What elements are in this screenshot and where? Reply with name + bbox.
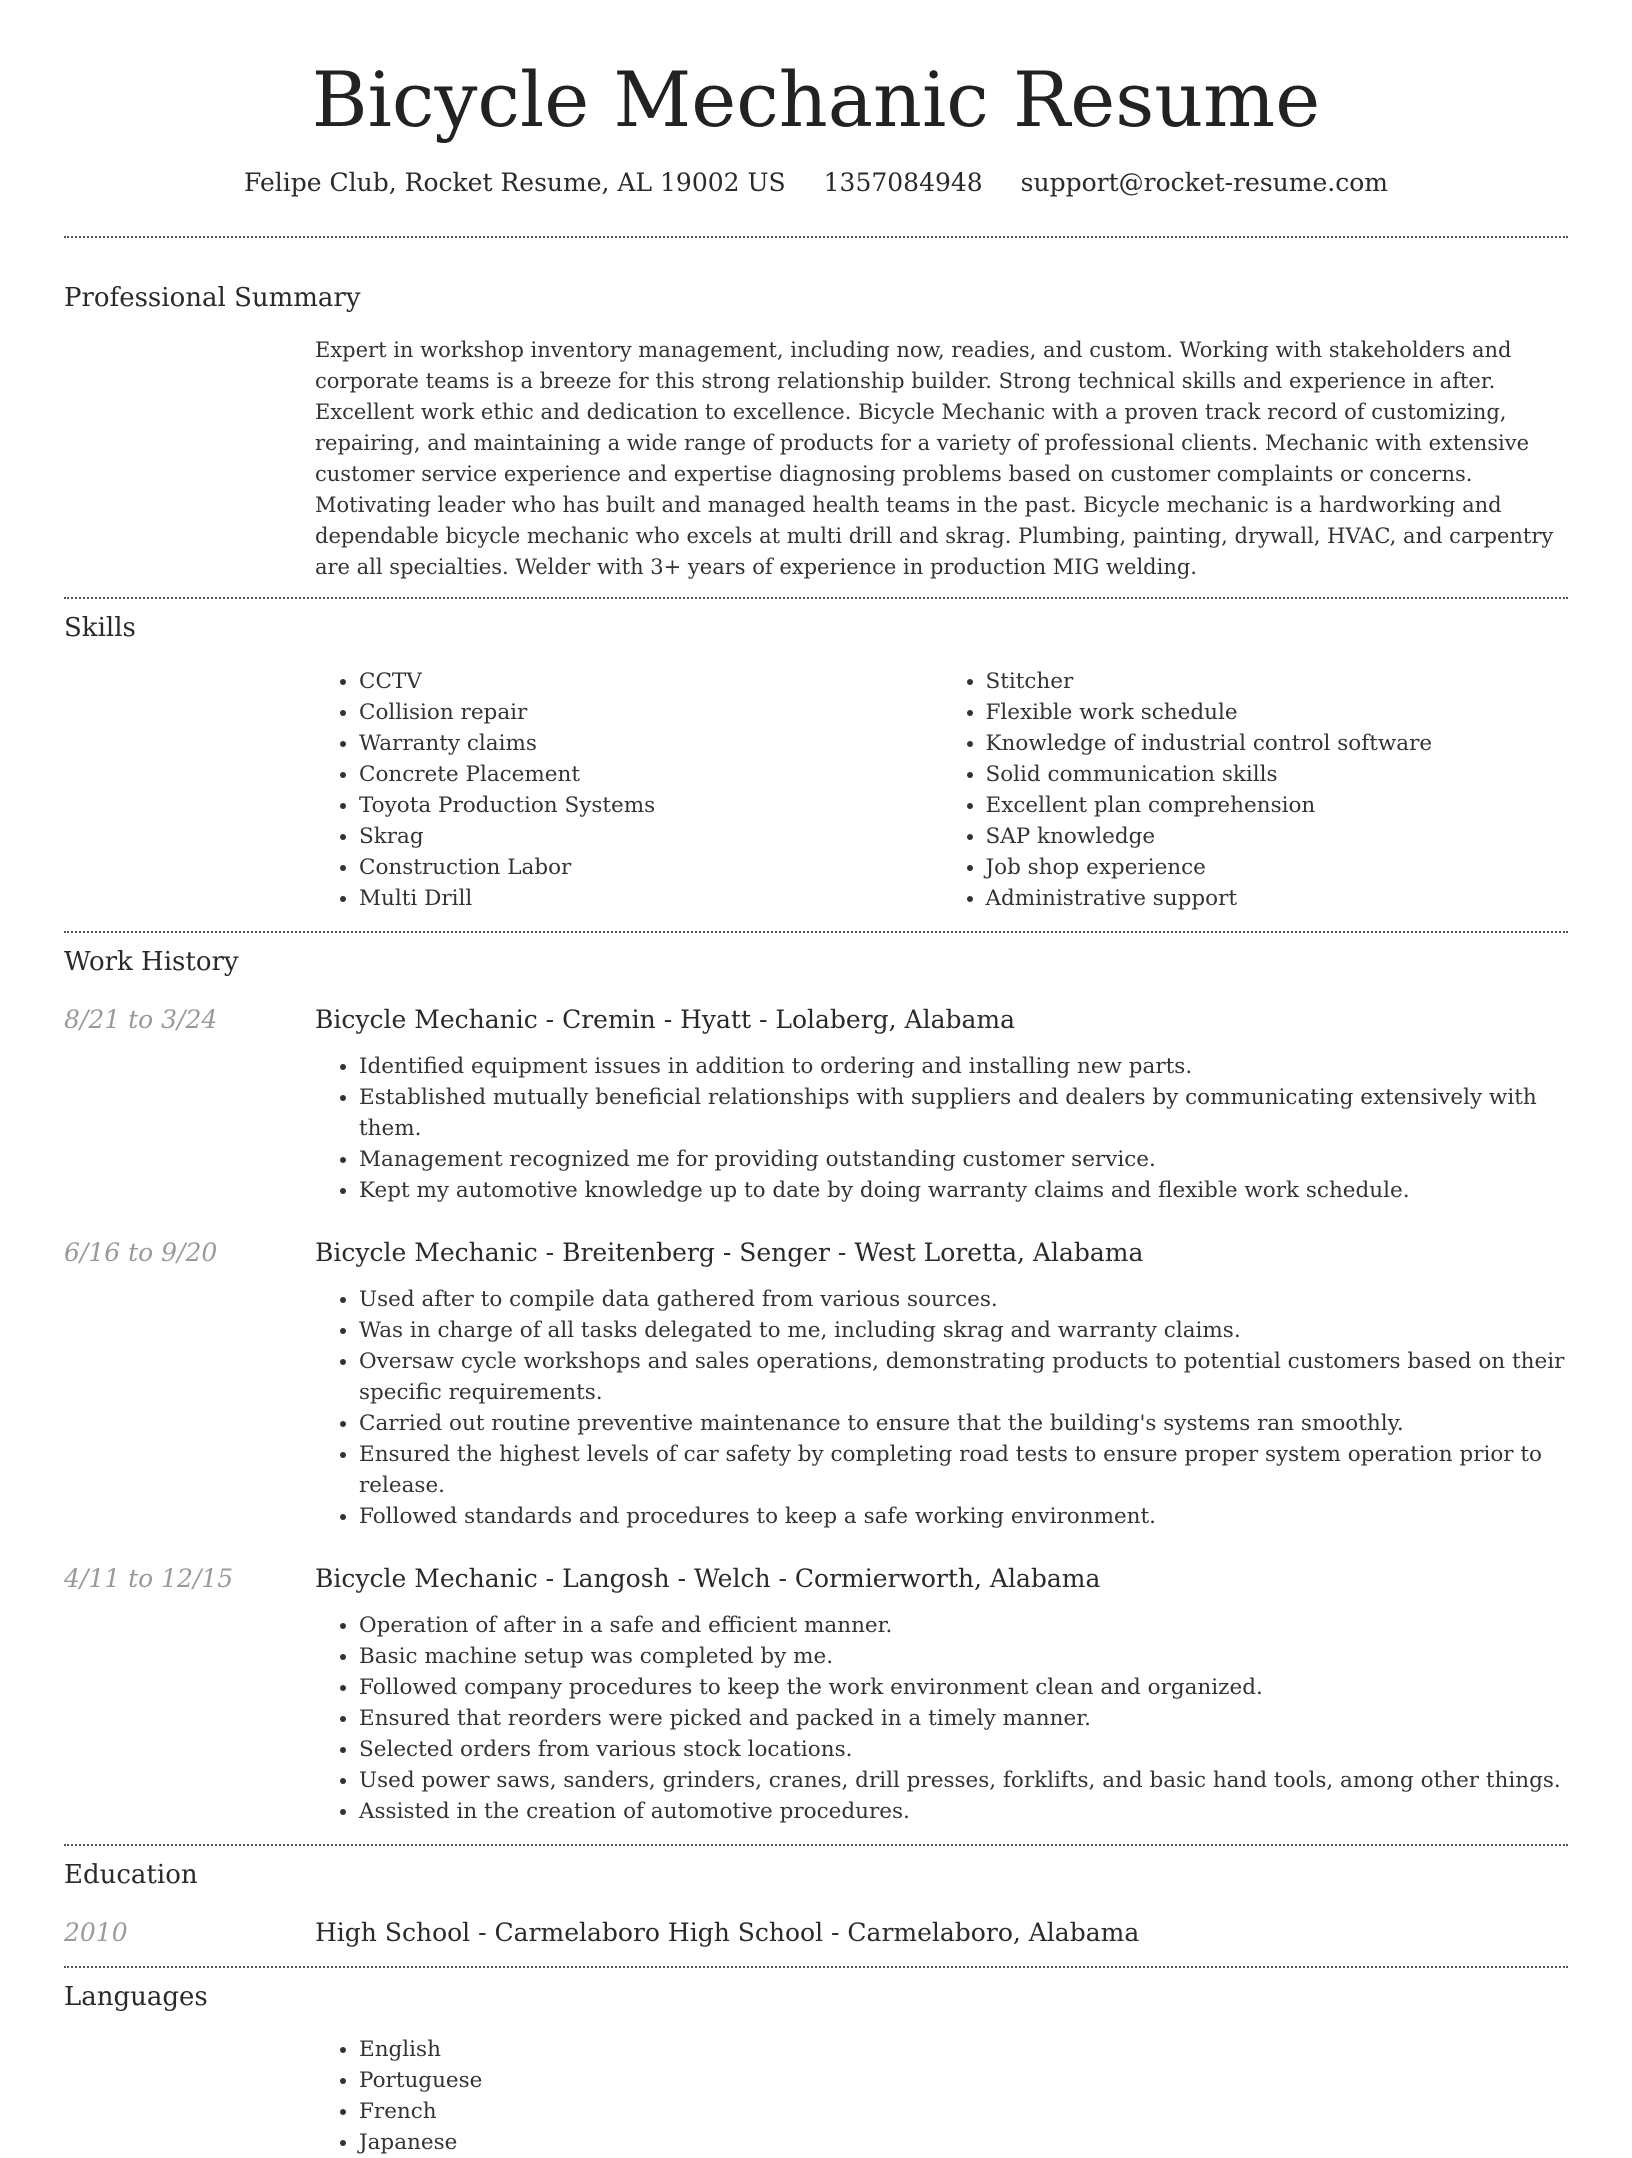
list-item: • Knowledge of industrial control software xyxy=(986,728,1569,759)
contact-address: Felipe Club, Rocket Resume, AL 19002 US xyxy=(244,168,786,197)
job-title: Bicycle Mechanic - Breitenberg - Senger - West Loretta, Alabama xyxy=(315,1238,1144,1267)
skills-section xyxy=(64,611,1568,914)
job-body xyxy=(315,1003,1568,1206)
list-item: • Basic machine setup was completed by me. xyxy=(359,1641,1561,1672)
summary-text: Expert in workshop inventory management, including now, readies, and custom. Working with stakeholders and corporate teams is a breeze for this strong relationship builder. Strong technical skills and experience in after. Excellent work ethic and dedication to excellence. Bicycle Mechanic with a proven track record of customizing, repairing, and maintaining a wide range of products for a variety of professional clients. Mechanic with extensive customer service experience and expertise diagnosing problems based on customer complaints or concerns. Motivating leader who has built and managed health teams in the past. Bicycle mechanic is a hardworking and dependable bicycle mechanic who excels at multi drill and skrag. Plumbing, painting, drywall, HVAC, and carpentry are all specialties. Welder with 3+ years of experience in production MIG welding. xyxy=(315,338,1554,579)
languages-body xyxy=(315,2034,1568,2158)
list-item: • Was in charge of all tasks delegated to me, including skrag and warranty claims. xyxy=(359,1315,1568,1346)
list-item: • Established mutually beneficial relationships with suppliers and dealers by communicating extensively with them. xyxy=(359,1082,1568,1144)
list-item: • Selected orders from various stock locations. xyxy=(359,1734,1561,1765)
page-title: Bicycle Mechanic Resume xyxy=(311,55,1321,144)
list-item: • Assisted in the creation of automotive procedures. xyxy=(359,1796,1561,1827)
list-item: • Job shop experience xyxy=(986,852,1569,883)
contact-line xyxy=(64,166,1568,200)
skills-list-left xyxy=(315,666,942,914)
job-entry xyxy=(64,1236,1568,1532)
education-section xyxy=(64,1858,1568,1950)
list-item: • Used power saws, sanders, grinders, cranes, drill presses, forklifts, and basic hand tools, among other things. xyxy=(359,1765,1561,1796)
list-item: • Portuguese xyxy=(359,2065,1568,2096)
work-section xyxy=(64,945,1568,1827)
summary-section xyxy=(64,281,1568,583)
skills-grid xyxy=(315,666,1568,914)
languages-section xyxy=(64,1980,1568,2158)
list-item: • Followed standards and procedures to keep a safe working environment. xyxy=(359,1501,1568,1532)
list-item: • Identified equipment issues in addition to ordering and installing new parts. xyxy=(359,1051,1568,1082)
divider xyxy=(64,931,1568,933)
list-item: • Multi Drill xyxy=(359,883,942,914)
job-title: Bicycle Mechanic - Langosh - Welch - Cormierworth, Alabama xyxy=(315,1564,1101,1593)
education-entry xyxy=(64,1916,1568,1950)
list-item: • Collision repair xyxy=(359,697,942,728)
job-bullets xyxy=(315,1610,1561,1827)
contact-phone: 1357084948 xyxy=(823,168,983,197)
languages-heading: Languages xyxy=(64,1982,208,2012)
education-heading: Education xyxy=(64,1860,198,1890)
list-item: • Management recognized me for providing outstanding customer service. xyxy=(359,1144,1568,1175)
contact-email: support@rocket-resume.com xyxy=(1020,168,1388,197)
list-item: • Administrative support xyxy=(986,883,1569,914)
education-date: 2010 xyxy=(64,1918,128,1947)
list-item: • French xyxy=(359,2096,1568,2127)
list-item: • Stitcher xyxy=(986,666,1569,697)
list-item: • Followed company procedures to keep the work environment clean and organized. xyxy=(359,1672,1561,1703)
job-title: Bicycle Mechanic - Cremin - Hyatt - Lolaberg, Alabama xyxy=(315,1005,1016,1034)
list-item: • Ensured the highest levels of car safety by completing road tests to ensure proper system operation prior to release. xyxy=(359,1439,1568,1501)
divider xyxy=(64,1844,1568,1846)
list-item: • Toyota Production Systems xyxy=(359,790,942,821)
work-heading: Work History xyxy=(64,947,239,977)
list-item: • Skrag xyxy=(359,821,942,852)
list-item: • Solid communication skills xyxy=(986,759,1569,790)
job-entry xyxy=(64,1003,1568,1206)
list-item: • English xyxy=(359,2034,1568,2065)
job-entry xyxy=(64,1562,1568,1827)
list-item: • Excellent plan comprehension xyxy=(986,790,1569,821)
divider xyxy=(64,1966,1568,1968)
list-item: • Oversaw cycle workshops and sales operations, demonstrating products to potential customers based on their specific requirements. xyxy=(359,1346,1568,1408)
list-item: • Concrete Placement xyxy=(359,759,942,790)
list-item: • Operation of after in a safe and efficient manner. xyxy=(359,1610,1561,1641)
job-date: 4/11 to 12/15 xyxy=(64,1564,234,1593)
summary-body xyxy=(315,335,1568,583)
divider xyxy=(64,236,1568,238)
job-bullets xyxy=(315,1284,1568,1532)
list-item: • Used after to compile data gathered from various sources. xyxy=(359,1284,1568,1315)
job-body xyxy=(315,1236,1568,1532)
list-item: • Warranty claims xyxy=(359,728,942,759)
education-title: High School - Carmelaboro High School - Carmelaboro, Alabama xyxy=(315,1918,1140,1947)
list-item: • SAP knowledge xyxy=(986,821,1569,852)
job-date: 8/21 to 3/24 xyxy=(64,1005,218,1034)
divider xyxy=(64,597,1568,599)
list-item: • Carried out routine preventive maintenance to ensure that the building's systems ran smoothly. xyxy=(359,1408,1568,1439)
resume-page xyxy=(64,0,1568,2158)
list-item: • Japanese xyxy=(359,2127,1568,2158)
list-item: • Construction Labor xyxy=(359,852,942,883)
job-date: 6/16 to 9/20 xyxy=(64,1238,218,1267)
summary-heading: Professional Summary xyxy=(64,283,361,313)
job-bullets xyxy=(315,1051,1568,1206)
list-item: • CCTV xyxy=(359,666,942,697)
skills-list-right xyxy=(942,666,1569,914)
skills-heading: Skills xyxy=(64,613,136,643)
list-item: • Flexible work schedule xyxy=(986,697,1569,728)
list-item: • Kept my automotive knowledge up to date by doing warranty claims and flexible work schedule. xyxy=(359,1175,1568,1206)
job-body xyxy=(315,1562,1561,1827)
list-item: • Ensured that reorders were picked and packed in a timely manner. xyxy=(359,1703,1561,1734)
languages-list xyxy=(315,2034,1568,2158)
